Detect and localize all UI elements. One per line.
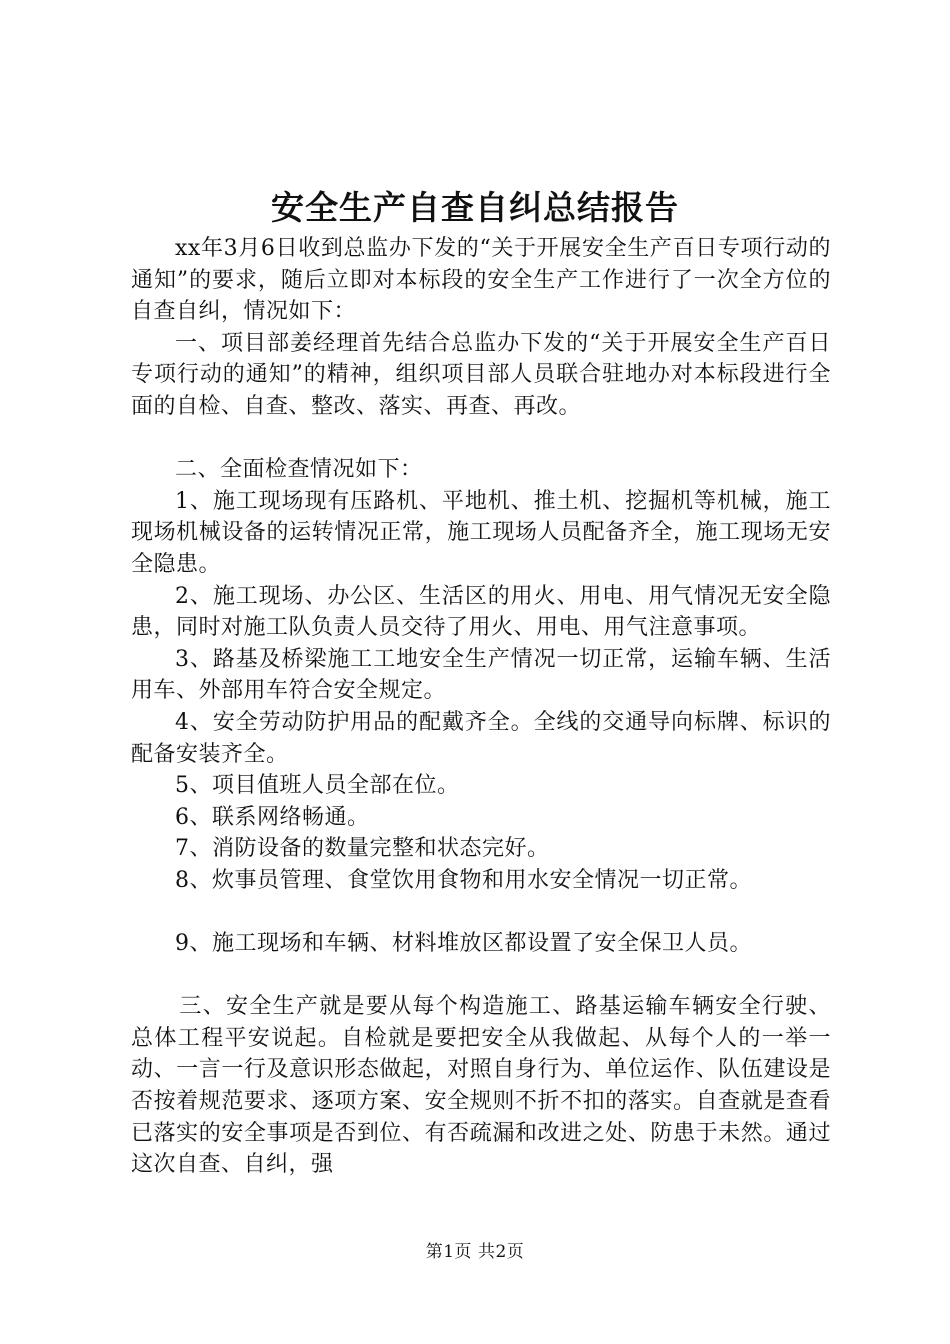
- list-item: 4、安全劳动防护用品的配戴齐全。全线的交通导向标牌、标识的配备安装齐全。: [131, 709, 831, 767]
- list-item: 6、联系网络畅通。: [175, 804, 370, 830]
- list-item: 5、项目值班人员全部在位。: [175, 773, 460, 799]
- list-item: 3、路基及桥梁施工工地安全生产情况一切正常，运输车辆、生活用车、外部用车符合安全规定。: [131, 646, 831, 704]
- section-3-paragraph: 三、安全生产就是要从每个构造施工、路基运输车辆安全行驶、总体工程平安说起。自检就是要把安全从我做起、从每个人的一举一动、一言一行及意识形态做起，对照自身行为、单位运作、队伍建设是否按着规范要求、逐项方案、安全规则不折不扣的落实。自查就是查看已落实的安全事项是否到位、有否疏漏和改进之处、防患于未然。通过这次自查、自纠，强: [131, 994, 831, 1178]
- paragraph-gap: [131, 423, 831, 455]
- page-number: 第1页 共2页: [425, 1242, 525, 1262]
- list-item: 1、施工现场现有压路机、平地机、推土机、挖掘机等机械，施工现场机械设备的运转情况正常，施工现场人员配备齐全，施工现场无安全隐患。: [131, 488, 831, 577]
- list-item: 8、炊事员管理、食堂饮用食物和用水安全情况一切正常。: [175, 867, 752, 893]
- section-2-heading: 二、全面检查情况如下：: [175, 457, 423, 483]
- document-body: [131, 233, 831, 1181]
- document-title: 安全生产自查自纠总结报告: [271, 188, 679, 227]
- intro-paragraph: xx年3月6日收到总监办下发的“关于开展安全生产百日专项行动的通知”的要求，随后立即对本标段的安全生产工作进行了一次全方位的自查自纠，情况如下：: [131, 236, 831, 325]
- list-item: 2、施工现场、办公区、生活区的用火、用电、用气情况无安全隐患，同时对施工队负责人员交待了用火、用电、用气注意事项。: [131, 583, 831, 641]
- paragraph-gap: [131, 960, 831, 992]
- paragraph-gap: [131, 896, 831, 928]
- section-1-paragraph: 一、项目部姜经理首先结合总监办下发的“关于开展安全生产百日专项行动的通知”的精神，组织项目部人员联合驻地办对本标段进行全面的自检、自查、整改、落实、再查、再改。: [131, 330, 831, 419]
- list-item: 9、施工现场和车辆、材料堆放区都设置了安全保卫人员。: [175, 931, 752, 957]
- list-item: 7、消防设备的数量完整和状态完好。: [175, 836, 550, 862]
